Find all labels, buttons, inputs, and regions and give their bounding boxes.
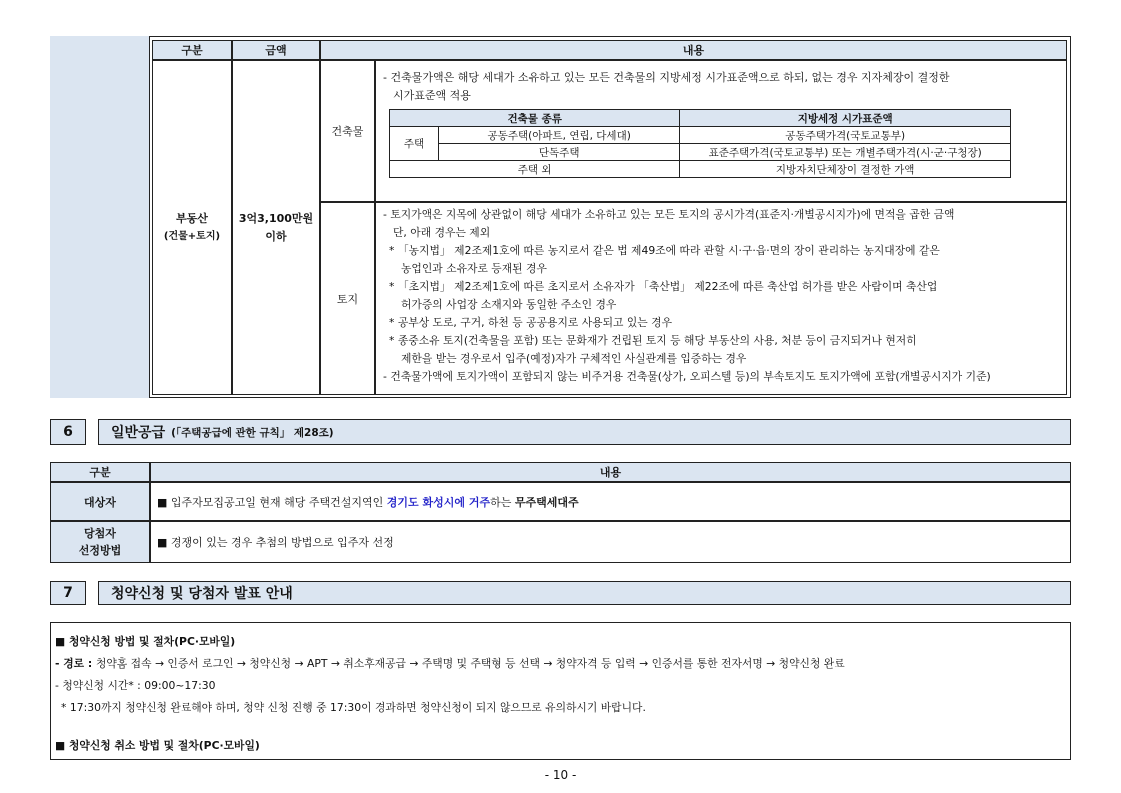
section6-title-bar: [98, 419, 1071, 445]
building-label: 건축물: [331, 125, 364, 138]
building-sub-header-value: 지방세정 시가표준액: [680, 110, 1011, 127]
asset-table-left-blank: [50, 36, 150, 398]
building-row-type: 공동주택(아파트, 연립, 다세대): [439, 127, 680, 144]
section7-note: * 17:30까지 청약신청 완료해야 하며, 청약 신청 진행 중 17:30이 경과하면 청약신청이 되지 않으므로 유의하시기 바랍니다.: [61, 701, 646, 714]
land-line: * 종중소유 토지(건축물을 포함) 또는 문화재가 건립된 토지 등 해당 부동산의 사용, 처분 등이 금지되거나 현저히: [389, 334, 917, 347]
section6-row1-mid: 하는: [490, 495, 515, 509]
section7-content-box: [50, 622, 1071, 760]
land-line: * 「초지법」 제2조제1호에 따른 초지로서 소유자가 「축산법」 제22조에 따른 축산업 허가를 받은 사람이며 축산업: [389, 280, 938, 293]
asset-header-content: 내용: [320, 40, 1067, 60]
section6-title: 일반공급: [111, 425, 166, 441]
section6-header-content: 내용: [150, 462, 1071, 482]
land-line: 단, 아래 경우는 제외: [393, 226, 491, 239]
section7-route: 청약홈 접속 → 인증서 로그인 → 청약신청 → APT → 취소후재공급 → 주택명 및 주택형 등 선택 → 청약자격 등 입력 → 인증서를 통한 전자서명 → 청약신청 완료: [95, 657, 845, 670]
section6-row2-label-1: 당첨자: [84, 527, 116, 540]
section6-row1-bold: 무주택세대주: [514, 495, 579, 509]
building-row-value: 공동주택가격(국토교통부): [680, 127, 1011, 144]
land-line: * 공부상 도로, 구거, 하천 등 공공용지로 사용되고 있는 경우: [389, 316, 673, 329]
section6-header-category: 구분: [50, 462, 150, 482]
section7-title: 청약신청 및 당첨자 발표 안내: [111, 586, 293, 602]
asset-category-cell: [152, 60, 232, 395]
land-label-cell: [320, 202, 375, 395]
asset-amount-line1: 3억3,100만원: [238, 211, 314, 225]
building-label-cell: [320, 60, 375, 202]
building-housing-label: 주택: [390, 127, 439, 161]
section6-row1-content: [150, 482, 1071, 521]
section7-route-label: - 경로 :: [55, 657, 96, 670]
asset-header-amount: 금액: [232, 40, 320, 60]
building-sub-header-type: 건축물 종류: [390, 110, 680, 127]
page-number: - 10 -: [544, 768, 577, 782]
section6-row1-prefix: ■ 입주자모집공고일 현재 해당 주택건설지역인: [157, 495, 387, 509]
land-line: 농업인과 소유자로 등재된 경우: [401, 262, 547, 275]
land-content-cell: [375, 202, 1067, 395]
land-line: - 토지가액은 지목에 상관없이 해당 세대가 소유하고 있는 모든 토지의 공시가격(표준지·개별공시지가)에 면적을 곱한 금액: [383, 208, 955, 221]
section6-row2-content: [150, 521, 1071, 563]
land-line: 제한을 받는 경우로서 입주(예정)자가 구체적인 사실관계를 입증하는 경우: [401, 352, 747, 365]
section6-row1-label: 대상자: [50, 482, 150, 521]
building-row-value: 지방자치단체장이 결정한 가액: [680, 161, 1011, 178]
building-content-cell: [375, 60, 1067, 202]
asset-category: 부동산: [176, 211, 208, 225]
asset-category-sub: (건물+토지): [163, 230, 221, 242]
land-line: - 건축물가액에 토지가액이 포함되지 않는 비주거용 건축물(상가, 오피스텔 등)의 부속토지도 토지가액에 포함(개별공시지가 기준): [383, 370, 991, 383]
section7-title-bar: [98, 581, 1071, 605]
asset-header-category: 구분: [152, 40, 232, 60]
land-line: * 「농지법」 제2조제1호에 따른 농지로서 같은 법 제49조에 따라 관할 시·구·읍·면의 장이 관리하는 농지대장에 같은: [389, 244, 940, 257]
section6-row1-highlight: 경기도 화성시에 거주: [386, 495, 491, 509]
section6-subtitle: (「주택공급에 관한 규칙」 제28조): [171, 426, 334, 439]
asset-amount-cell: [232, 60, 320, 395]
building-row-value: 표준주택가격(국토교통부) 또는 개별주택가격(시·군·구청장): [680, 144, 1011, 161]
building-row-type: 단독주택: [439, 144, 680, 161]
section7-heading2: ■ 청약신청 취소 방법 및 절차(PC·모바일): [55, 739, 260, 752]
section7-time: - 청약신청 시간* : 09:00~17:30: [55, 679, 216, 692]
building-desc-line1: - 건축물가액은 해당 세대가 소유하고 있는 모든 건축물의 지방세정 시가표준액으로 하되, 없는 경우 지자체장이 결정한: [383, 71, 950, 84]
section6-row2-text: ■ 경쟁이 있는 경우 추첨의 방법으로 입주자 선정: [157, 536, 394, 549]
land-line: 허가증의 사업장 소재지와 동일한 주소인 경우: [401, 298, 617, 311]
section6-number: 6: [50, 419, 86, 445]
section6-row2-label-2: 선정방법: [78, 544, 122, 557]
section6-row2-label: [50, 521, 150, 563]
section7-number: 7: [50, 581, 86, 605]
building-desc-line2: 시가표준액 적용: [393, 89, 471, 102]
section7-route-line: [55, 653, 845, 675]
building-row-type: 주택 외: [390, 161, 680, 178]
section7-heading1: ■ 청약신청 방법 및 절차(PC·모바일): [55, 635, 236, 648]
building-value-table: [389, 109, 1011, 178]
land-label: 토지: [336, 292, 359, 306]
asset-amount-line2: 이하: [265, 229, 287, 243]
